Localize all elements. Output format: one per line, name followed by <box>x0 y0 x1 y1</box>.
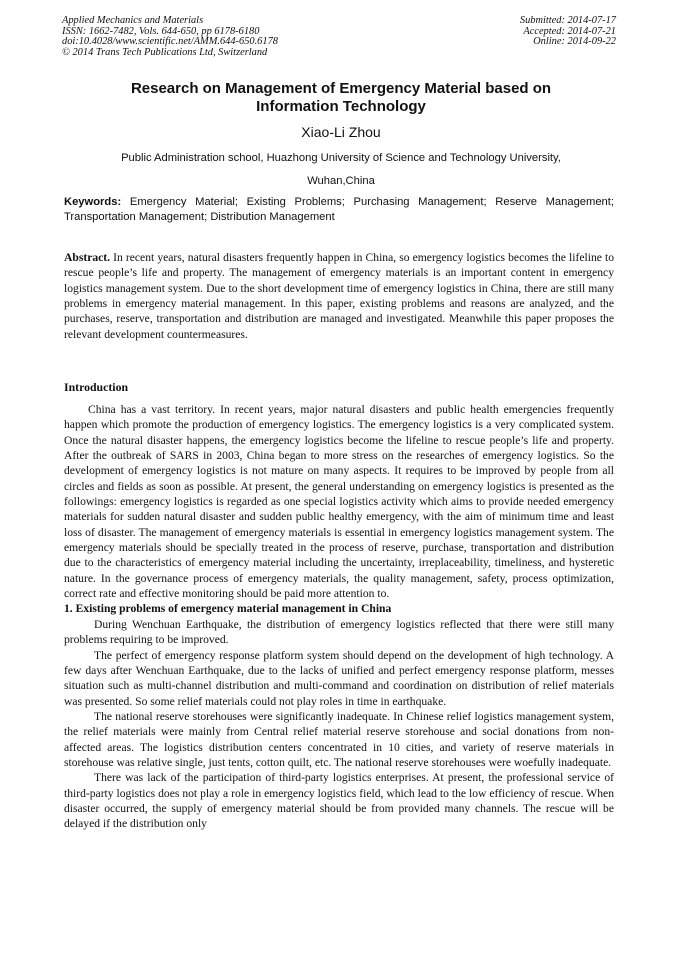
submitted-date: Submitted: 2014-07-17 <box>519 15 616 26</box>
title-line-1: Research on Management of Emergency Material based on <box>130 80 552 97</box>
keywords-label: Keywords: <box>64 196 122 208</box>
section-1-heading: 1. Existing problems of emergency material management in China <box>64 602 392 616</box>
author-name: Xiao-Li Zhou <box>301 124 381 140</box>
doi-line: doi:10.4028/www.scientific.net/AMM.644-650.6178 <box>62 36 278 48</box>
online-date: Online: 2014-09-22 <box>533 36 616 48</box>
accepted-date: Accepted: 2014-07-21 <box>523 25 616 37</box>
section-1-paragraph: The perfect of emergency response platform system should depend on the development of high technology. A few days after Wenchuan Earthquake, due to the lacks of unified and perfect emergency response platform, messes situation such as multi-channel distribution and multi-command and coordination on distribution of relief materials was presented. So some relief materials could not play roles in time in earthquake. <box>64 648 614 708</box>
submission-dates <box>520 16 616 48</box>
keywords <box>64 195 614 224</box>
keywords-text: Emergency Material; Existing Problems; Purchasing Management; Reserve Management; Transportation Management; Distribution Management <box>64 196 614 223</box>
journal-info <box>62 16 278 58</box>
intro-paragraph: China has a vast territory. In recent years, major natural disasters and public health emergencies frequently happen which promote the production of emergency logistics. The emergency logistics is a very complicated system. Once the natural disaster happens, the emergency logistics become the lifeline to rescue people’s life and property. After the outbreak of SARS in 2003, China began to more stress on the researches of emergency logistics. So the development of emergency logistics is not mature on many aspects. It requires to be improved by people from all circles and fields as soon as possible. At present, the general understanding on emergency logistics is presented as the followings: emergency logistics is regarded as one special logistics activity which aims to provide needed emergency materials for sudden natural disaster and sudden public healthy emergency, with the aim of minimum time and least loss of disaster. The management of emergency materials is essential in emergency logistics management system. The emergency materials should be specially treated in the process of reserve, purchase, transportation and distribution due to the characteristics of emergency material including the uncertainty, irreplaceability, timeliness, and hysteretic nature. In the governance process of emergency materials, the quality management, safety, process optimization, correct rate and effective monitoring should be paid more attention to. <box>64 403 614 601</box>
abstract-text: In recent years, natural disasters frequently happen in China, so emergency logistics becomes the lifeline to rescue people’s life and property. The management of emergency materials is an important content in emergency logistics management system. Due to the short development time of emergency logistics in China, there are still many problems in emergency material management. In this paper, existing problems and reasons are analyzed, and the purchases, reserve, transportation and distribution are managed and investigated. Meanwhile this paper proposes the relevant development countermeasures. <box>64 251 614 341</box>
body-text <box>64 402 614 832</box>
issn-line: ISSN: 1662-7482, Vols. 644-650, pp 6178-6180 <box>62 25 260 37</box>
affiliation-line-1: Public Administration school, Huazhong University of Science and Technology University, <box>121 152 561 164</box>
section-1-paragraph: The national reserve storehouses were significantly inadequate. In Chinese relief logistics management system, the relief materials were mainly from Central relief material reserve storehouse and social donations from non-affected areas. The logistics distribution centers concentrated in 10 cities, and variety of reserve materials in storehouse was relative single, just tents, cotton quilt, etc. The national reserve storehouses were woefully inadequate. <box>64 709 614 769</box>
abstract-label: Abstract. <box>64 251 111 264</box>
copyright-line: © 2014 Trans Tech Publications Ltd, Switzerland <box>62 46 268 58</box>
affiliation-line-2: Wuhan,China <box>307 175 375 187</box>
paper-title <box>64 80 618 116</box>
section-1-paragraph: During Wenchuan Earthquake, the distribution of emergency logistics reflected that there were still many problems requiring to be improved. <box>64 617 614 647</box>
title-line-2: Information Technology <box>256 98 426 115</box>
introduction-heading: Introduction <box>64 380 129 394</box>
journal-name: Applied Mechanics and Materials <box>62 15 204 26</box>
section-1-paragraph: There was lack of the participation of third-party logistics enterprises. At present, the professional service of third-party logistics does not play a role in emergency logistics field, which lead to the low efficiency of rescue. When disaster occurred, the supply of emergency material should be from provided many channels. The rescue will be delayed if the distribution only <box>64 771 614 831</box>
abstract <box>64 250 614 342</box>
